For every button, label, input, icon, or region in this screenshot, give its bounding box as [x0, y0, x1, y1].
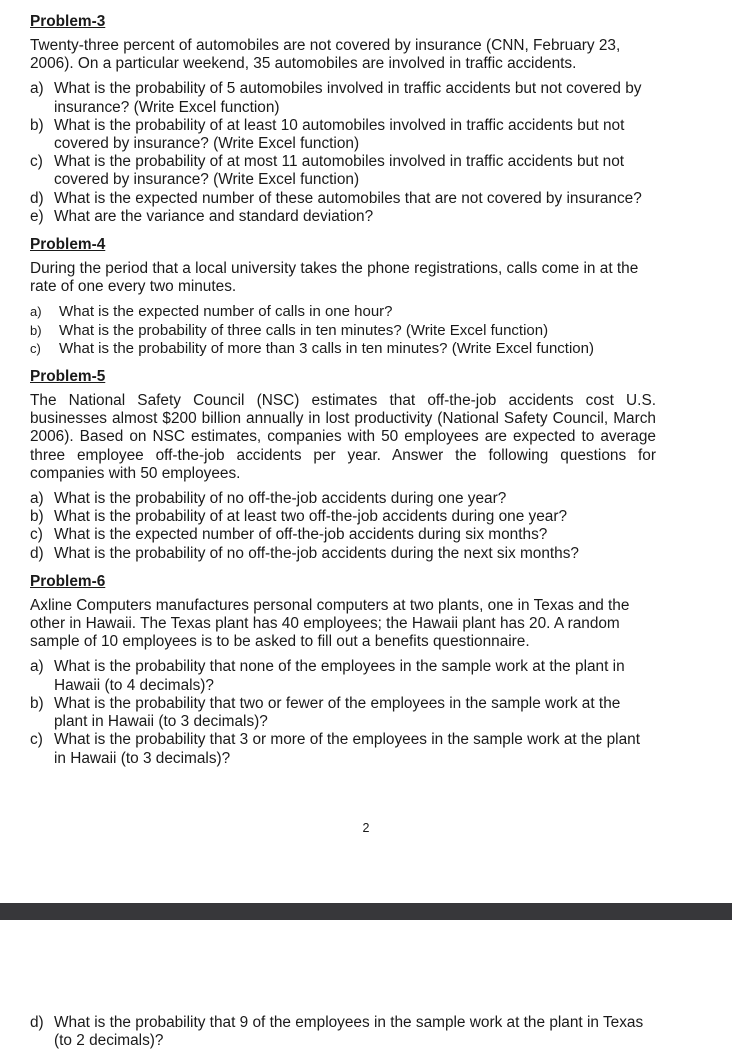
question-label: c) — [30, 340, 41, 356]
question-label: c) — [30, 153, 43, 171]
list-item — [30, 1014, 656, 1050]
list-item — [30, 117, 656, 153]
question-label: a) — [30, 490, 44, 508]
problem-5-heading: Problem-5 — [30, 368, 106, 386]
question-text: What is the probability of 5 automobiles involved in traffic accidents but not covered by insurance? (Write Excel function) — [54, 80, 642, 116]
question-text: What are the variance and standard deviation? — [54, 207, 374, 225]
question-label: d) — [30, 544, 44, 562]
list-item — [30, 490, 656, 508]
problem-6-heading: Problem-6 — [30, 572, 106, 590]
question-text: What is the probability of no off-the-job accidents during the next six months? — [54, 544, 579, 562]
list-item — [30, 658, 656, 694]
problem-4-intro: During the period that a local university takes the phone registrations, calls come in at the rate of one every two minutes. — [30, 260, 639, 296]
problem-4-heading: Problem-4 — [30, 236, 106, 254]
list-item — [30, 340, 656, 358]
list-item — [30, 322, 656, 340]
next-page-content — [30, 1014, 656, 1050]
problem-6-questions — [30, 658, 656, 767]
question-text: What is the expected number of calls in one hour? — [59, 303, 393, 321]
list-item — [30, 190, 656, 208]
list-item — [30, 508, 656, 526]
list-item — [30, 695, 656, 731]
list-item — [30, 526, 656, 544]
problem-4-questions — [30, 303, 656, 358]
question-text: What is the probability of no off-the-job accidents during one year? — [54, 490, 507, 508]
problem-5-intro: The National Safety Council (NSC) estimates that off-the-job accidents cost U.S. businesses almost $200 billion annually in lost productivity (National Safety Council, March 2006). Based on NSC estimates, companies with 50 employees are expected to average three employee off-the-job accidents per year. Answer the following questions for companies with 50 employees. — [30, 392, 656, 482]
problem-3-questions — [30, 80, 656, 226]
page-content — [30, 13, 656, 768]
next-page — [0, 920, 732, 1056]
question-label: b) — [30, 694, 44, 712]
question-label: a) — [30, 658, 44, 676]
question-text: What is the probability of more than 3 calls in ten minutes? (Write Excel function) — [59, 339, 594, 357]
question-text: What is the probability of at least 10 automobiles involved in traffic accidents but not covered by insurance? (Write Excel function) — [54, 116, 625, 153]
question-text: What is the expected number of off-the-job accidents during six months? — [54, 526, 548, 544]
list-item — [30, 153, 656, 189]
question-text: What is the probability that 3 or more of the employees in the sample work at the plant in Hawaii (to 3 decimals)? — [54, 731, 641, 767]
page-separator — [0, 903, 732, 920]
problem-5-questions — [30, 490, 656, 563]
question-text: What is the probability of at most 11 automobiles involved in traffic accidents but not covered by insurance? (Write Excel function) — [54, 153, 625, 189]
list-item — [30, 545, 656, 563]
question-text: What is the expected number of these automobiles that are not covered by insurance? — [54, 189, 642, 207]
question-label: d) — [30, 189, 44, 207]
list-item — [30, 731, 656, 767]
list-item — [30, 80, 656, 116]
question-text: What is the probability that 9 of the employees in the sample work at the plant in Texas (to 2 decimals)? — [54, 1014, 644, 1050]
question-label: b) — [30, 322, 42, 338]
list-item — [30, 303, 656, 321]
question-label: c) — [30, 731, 43, 749]
problem-6-intro: Axline Computers manufactures personal computers at two plants, one in Texas and the other in Hawaii. The Texas plant has 40 employees; the Hawaii plant has 20. A random sample of 10 employees is to be asked to fill out a benefits questionnaire. — [30, 596, 630, 651]
problem-3-intro: Twenty-three percent of automobiles are not covered by insurance (CNN, February 23, 2006). On a particular weekend, 35 automobiles are involved in traffic accidents. — [30, 37, 621, 73]
question-label: e) — [30, 207, 44, 225]
question-text: What is the probability of three calls in ten minutes? (Write Excel function) — [59, 321, 549, 339]
question-text: What is the probability that none of the employees in the sample work at the plant in Hawaii (to 4 decimals)? — [54, 658, 625, 694]
question-label: a) — [30, 304, 42, 320]
question-label: c) — [30, 526, 43, 544]
list-item — [30, 208, 656, 226]
question-label: b) — [30, 508, 44, 526]
problem-3-heading: Problem-3 — [30, 13, 106, 30]
question-text: What is the probability of at least two off-the-job accidents during one year? — [54, 508, 568, 526]
question-label: b) — [30, 116, 44, 134]
page-number: 2 — [362, 821, 370, 835]
question-text: What is the probability that two or fewer of the employees in the sample work at the plant in Hawaii (to 3 decimals)? — [54, 694, 621, 731]
question-label: d) — [30, 1014, 44, 1031]
problem-6-continued-questions — [30, 1014, 656, 1050]
question-label: a) — [30, 80, 44, 98]
